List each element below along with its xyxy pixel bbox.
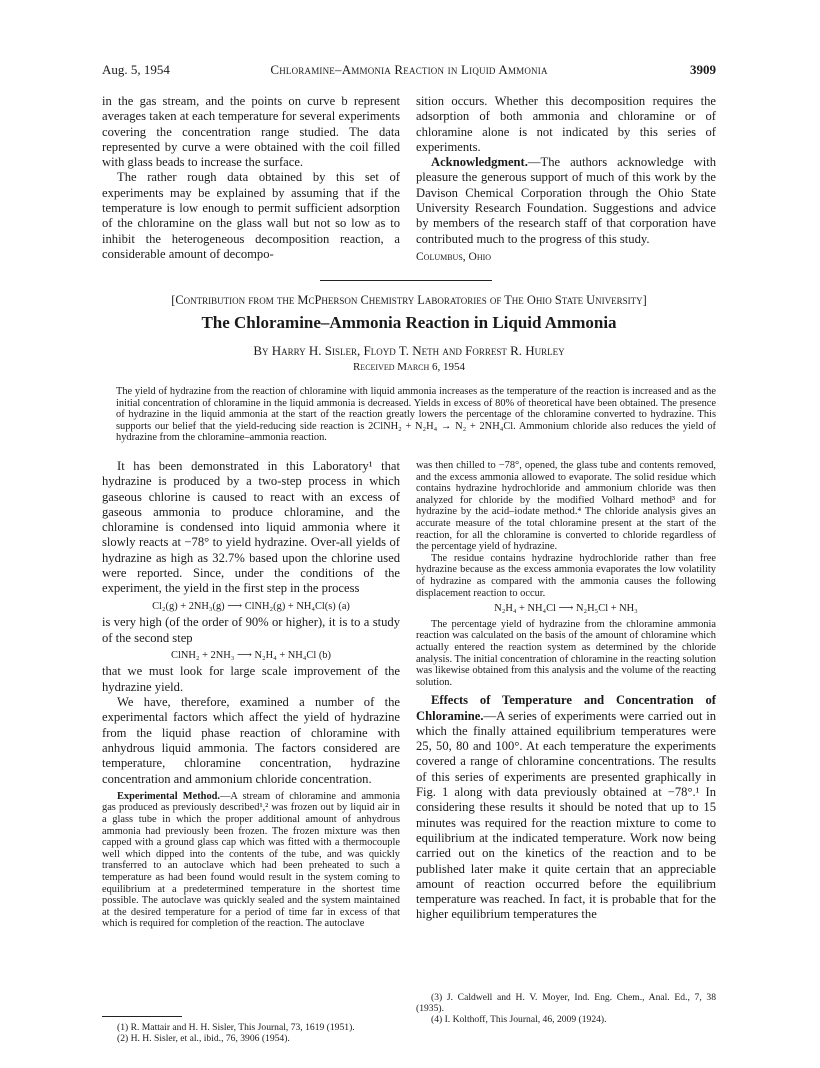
running-header (102, 62, 716, 78)
footnote-1: (1) R. Mattair and H. H. Sisler, This Journal, 73, 1619 (1951). (117, 1022, 355, 1033)
paragraph: that we must look for large scale improvement of the hydrazine yield. (102, 664, 400, 694)
paragraph: in the gas stream, and the points on curve b represent averages taken at each temperature for several experiments covering the concentration range studied. The data represented by curve a were obtained with the coil filled with glass beads to increase the surface. (102, 94, 400, 170)
experimental-method-heading: Experimental Method. (117, 790, 221, 802)
body-right-column (416, 460, 716, 923)
effects-heading: Effects of Temperature and Concentration of Chloramine. (416, 693, 716, 723)
footnote-4: (4) I. Kolthoff, This Journal, 46, 2009 (1924). (431, 1014, 607, 1025)
paragraph: was then chilled to −78°, opened, the glass tube and contents removed, and the excess ammonia allowed to evaporate. The solid residue which contains hydrazine hydrochloride and ammonium chloride was then analyzed for chloride by the modified Volhard method³ and for hydrazine by the acid–iodate method.⁴ The chloride analysis gives an accurate measure of the total chloramine present at the start of the reaction, for all the chloramine is converted to chloride regardless of the percentage yield of hydrazine. (416, 460, 716, 553)
footnotes-left (102, 1022, 400, 1044)
acknowledgment-text: —The authors acknowledge with pleasure the generous support of much of this work by the Davison Chemical Corporation through the Ohio State University Research Foundation. Suggestions and advice by members of the research staff of that corporation have contributed much to the progress of this study. (416, 155, 716, 246)
paragraph: The rather rough data obtained by this set of experiments may be explained by assuming that if the temperature is low enough to permit sufficient adsorption of the chloramine on the glass wall but not so low as to inhibit the heterogeneous decomposition reaction, a considerable amount of decompo- (102, 170, 400, 261)
paragraph: is very high (of the order of 90% or higher), it is to a study of the second step (102, 615, 400, 645)
abstract-text: The yield of hydrazine from the reaction of chloramine with liquid ammonia increases as the temperature of the reaction is increased and as the initial concentration of chloramine in the liquid ammonia is decreased. Yields in excess of 80% of theoretical have been obtained. The presence of hydrazine in the liquid ammonia at the start of the reaction greatly lowers the percentage of the chloramine converted to hydrazine. This supports our belief that the yield-reducing side reaction is 2ClNH₂ + N₂H₄ → N₂ + 2NH₄Cl. Ammonium chloride also reduces the yield of hydrazine from the chloramine–ammonia reaction. (116, 386, 716, 444)
section-divider (320, 280, 492, 281)
equation-b: ClNH₂ + 2NH₃ ⟶ N₂H₄ + NH₄Cl (b) (171, 649, 331, 661)
footnote-rule (102, 1016, 182, 1017)
paragraph: We have, therefore, examined a number of the experimental factors which affect the yield of hydrazine from the liquid phase reaction of chloramine with anhydrous liquid ammonia. The factors considered are temperature, chloramine concentration, hydrazine concentration and ammonium chloride concentration. (102, 695, 400, 786)
effects-text: —A series of experiments were carried out in which the finally attained equilibrium temperatures were 25, 50, 80 and 100°. At each temperature the experiments covered a range of chloramine concentrations. The results of this series of experiments are presented graphically in Fig. 1 along with data previously obtained at −78°.¹ In considering these results it should be noted that up to 15 minutes was required for the reaction mixture to come to equilibrium at the indicated temperature. Work now being carried out on the kinetics of the reaction and to be published later make it quite certain that an appreciable amount of reaction occurred before the equilibrium temperature was reached. In fact, it is probable that for the higher equilibrium temperatures the (416, 708, 716, 922)
abstract (116, 386, 716, 444)
received-date: Received March 6, 1954 (352, 361, 466, 373)
experimental-method-text: —A stream of chloramine and ammonia gas produced as previously described¹,² was frozen out by liquid air in a glass tube in which the proper additional amount of anhydrous ammonia had previously been frozen. The frozen mixture was then capped with a ground glass cap which was fitted with a thermocouple well which dipped into the contents of the tube, and was quickly transferred to an autoclave which had been preheated to such a temperature as had been found would result in the system coming to equilibrium at a predetermined temperature in the shortest time possible. The autoclave was quickly sealed and the system maintained at the desired temperature for a period of time far in excess of that which is required for completion of the reaction. The autoclave (102, 790, 400, 930)
acknowledgment-paragraph (416, 155, 716, 247)
location: Columbus, Ohio (416, 250, 492, 263)
experimental-method-paragraph (102, 791, 400, 930)
paragraph: The residue contains hydrazine hydrochloride rather than free hydrazine because as the excess ammonia evaporates the low volatility of hydrazine as compared with the ammonia causes the following displacement reaction to occur. (416, 552, 716, 599)
paragraph: The percentage yield of hydrazine from the chloramine ammonia reaction was calculated on the basis of the amount of chloramine which actually entered the reaction system as determined by the chloride analysis. The initial concentration of chloramine in the reacting solution was likewise obtained from this analysis and the volume of the reacting solution. (416, 618, 716, 688)
issue-date: Aug. 5, 1954 (102, 62, 170, 77)
top-left-column (102, 94, 400, 262)
page-number: 3909 (690, 62, 716, 77)
footnotes-right (416, 992, 716, 1025)
footnote-3: (3) J. Caldwell and H. V. Moyer, Ind. Eng. Chem., Anal. Ed., 7, 38 (1935). (416, 992, 716, 1014)
paragraph: It has been demonstrated in this Laboratory¹ that hydrazine is produced by a two-step process in which gaseous chlorine is caused to react with an excess of gaseous ammonia to produce chloramine, and the chloramine is condensed into liquid ammonia where it slowly reacts at −78° to yield hydrazine. Over-all yields of hydrazine as high as 32.7% based upon the chlorine used were reported. Since, under the conditions of the experiment, the yield in the first step in the process (102, 459, 400, 596)
body-left-column (102, 459, 400, 930)
contribution-line: [Contribution from the McPherson Chemistry Laboratories of The Ohio State University] (171, 293, 647, 307)
running-title: Chloramine–Ammonia Reaction in Liquid Ammonia (270, 62, 548, 77)
authors: By Harry H. Sisler, Floyd T. Neth and Forrest R. Hurley (253, 343, 565, 358)
equation-a: Cl₂(g) + 2NH₃(g) ⟶ ClNH₂(g) + NH₄Cl(s) (a) (152, 600, 350, 612)
equation-c: N₂H₄ + NH₄Cl ⟶ N₂H₅Cl + NH₃ (494, 603, 638, 615)
effects-paragraph (416, 693, 716, 922)
article-title: The Chloramine–Ammonia Reaction in Liquid Ammonia (201, 313, 617, 332)
acknowledgment-heading: Acknowledgment. (431, 155, 528, 170)
footnote-2: (2) H. H. Sisler, et al., ibid., 76, 3906 (1954). (117, 1033, 290, 1044)
top-right-column (416, 94, 716, 265)
paragraph: sition occurs. Whether this decomposition requires the adsorption of both ammonia and chloramine or of chloramine alone is not indicated by this series of experiments. (416, 94, 716, 154)
